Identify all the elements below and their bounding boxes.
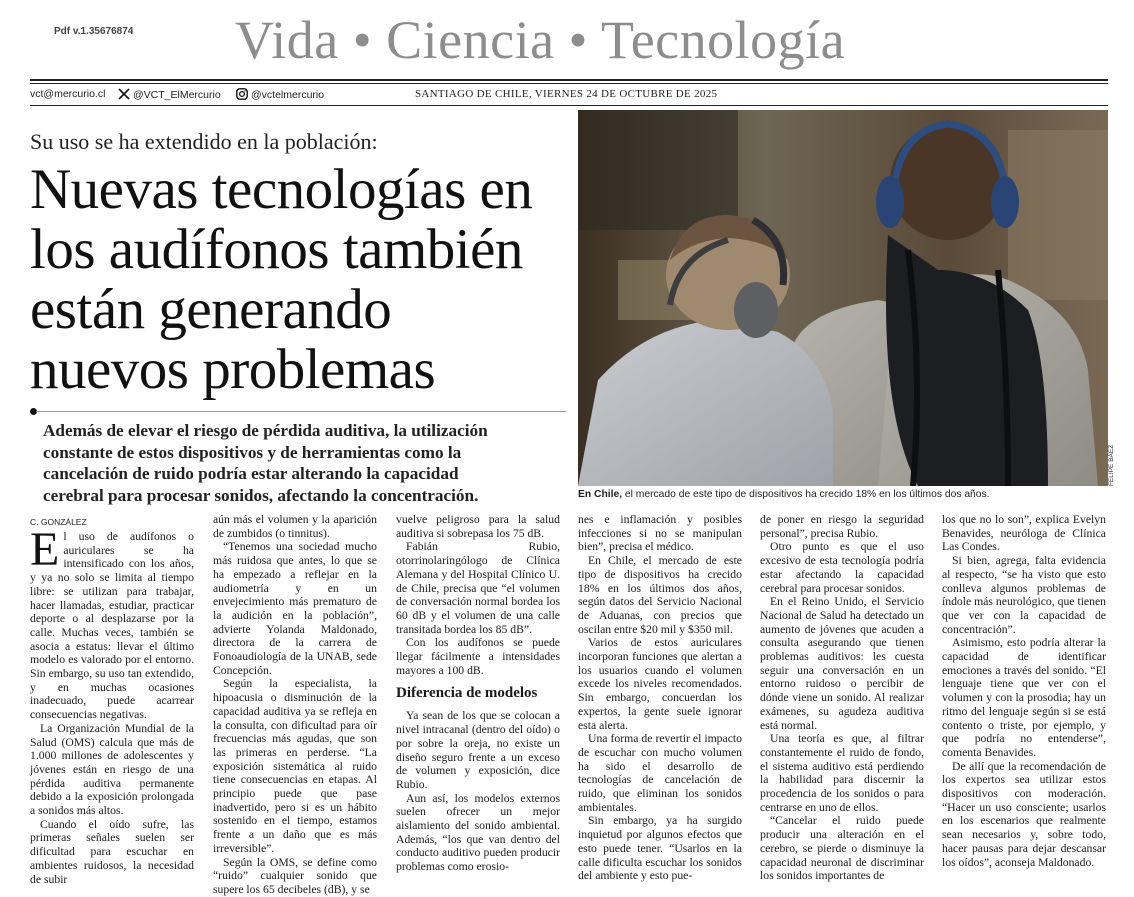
subhead: Diferencia de modelos	[396, 685, 538, 702]
x-twitter-icon	[118, 88, 130, 100]
paragraph: Ya sean de los que se colocan a nivel intracanal (dentro del oído) o por sobre la oreja, no existe un diseño seguro frente a un exceso de volumen y exposición, dice Rubio.	[396, 709, 560, 791]
paragraph: Varios de estos auriculares incorporan funciones que alertan a los usuarios cuando el volumen excede los niveles recomendados. Sin embargo, concuerdan los expertos, la gente suele ignorar esta alerta.	[578, 636, 742, 732]
paragraph: Según la OMS, se define como “ruido” cualquier sonido que supere los 65 decibeles (dB), y se	[213, 855, 377, 896]
deck-line: Además de elevar el riesgo de pérdida auditiva, la utilización	[43, 421, 488, 440]
twitter-handle[interactable]	[118, 88, 221, 101]
contact-bar	[30, 88, 1108, 104]
section-title: Vida • Ciencia • Tecnología	[235, 10, 846, 70]
paragraph: vuelve peligroso para la salud auditiva si sobrepasa los 75 dB.	[396, 513, 560, 540]
instagram-handle-text: @vctelmercurio	[251, 89, 325, 101]
pdf-version: Pdf v.1.35676874	[54, 26, 134, 37]
email-link[interactable]: vct@mercurio.cl	[30, 88, 106, 100]
body-column-2	[213, 513, 377, 897]
deck-line: cancelación de ruido podría estar alterando la capacidad	[43, 464, 459, 483]
body-column-5	[760, 513, 924, 883]
paragraph: Si bien, agrega, falta evidencia al respecto, “se ha visto que esto conlleva algunos problemas de índole más neurológico, que tienen que ver con la capacidad de concentración”.	[942, 554, 1106, 636]
paragraph: En Chile, el mercado de este tipo de dispositivos ha crecido 18% en los últimos dos años, según datos del Servicio Nacional de Aduanas, con precios que oscilan entre $20 mil y $350 mil.	[578, 554, 742, 636]
paragraph: aún más el volumen y la aparición de zumbidos (o tinnitus).	[213, 513, 377, 540]
headline-line: están generando	[30, 278, 392, 341]
deck-line: cerebral para procesar sonidos, afectando la concentración.	[43, 485, 479, 505]
dateline: SANTIAGO DE CHILE, VIERNES 24 DE OCTUBRE DE 2025	[415, 88, 718, 100]
photo-caption	[578, 489, 1108, 500]
caption-lead: En Chile,	[578, 489, 623, 500]
body-column-1	[30, 523, 194, 886]
paragraph: de poner en riesgo la seguridad personal”, precisa Rubio.	[760, 513, 924, 540]
headline-line: nuevos problemas	[30, 338, 436, 401]
drop-cap: E	[30, 523, 60, 576]
paragraph: De allí que la recomendación de los expertos sea utilizar estos dispositivos con moderación. “Hacer un uso consciente; usarlos en los escenarios que realmente sean necesarios y, sobre todo, hacer pausas para dejar descansar los oídos”, aconseja Maldonado.	[942, 759, 1106, 869]
paragraph: La Organización Mundial de la Salud (OMS) calcula que más de 1.000 millones de adolescentes y jóvenes están en riesgo de una pérdida auditiva permanente debido a la exposición prolongada a sonidos más altos.	[30, 721, 194, 818]
paragraph: Fabián Rubio, otorrinolaringólogo de Clínica Alemana y del Hospital Clínico U. de Chile, precisa que “el volumen de conversación normal bordea los 60 dB y el volumen de una calle transitada bordea los 85 dB”.	[396, 540, 560, 636]
paragraph: nes e inflamación y posibles infecciones si no se manipulan bien”, precisa el médico.	[578, 513, 742, 554]
paragraph: Asimismo, esto podría alterar la capacidad de identificar emociones a través del sonido. “El lenguaje tiene que ver con el volumen y con la prosodia; hay un ritmo del lenguaje según si se está contento o triste, por ejemplo, y que podría no entenderse”, comenta Benavides.	[942, 636, 1106, 759]
paragraph: En el Reino Unido, el Servicio Nacional de Salud ha detectado un aumento de jóvenes que acuden a consulta asegurando que tienen problemas auditivos: les cuesta seguir una conversación en un entorno ruidoso o percibir de dónde viene un sonido. Al realizar exámenes, su agudeza auditiva está normal.	[760, 595, 924, 732]
paragraph: Cuando el oído sufre, las primeras señales suelen ser dificultad para escuchar en ambientes ruidosos, la necesidad de subir	[30, 817, 194, 886]
deck-rule	[36, 411, 566, 412]
twitter-handle-text: @VCT_ElMercurio	[133, 89, 221, 101]
body-column-3	[396, 513, 560, 874]
paragraph: Con los audífonos se puede llegar fácilmente a intensidades mayores a 100 dB.	[396, 636, 560, 677]
paragraph: Una teoría es que, al filtrar constantemente el ruido de fondo, el sistema auditivo está perdiendo la habilidad para discernir la procedencia de los sonidos o para centrarse en uno de ellos.	[760, 732, 924, 814]
instagram-icon	[236, 88, 248, 100]
paragraph: Sin embargo, ya ha surgido inquietud por algunos efectos que esto puede tener. “Usarlos en la calle dificulta escuchar los sonidos del ambiente y esto pue-	[578, 814, 742, 883]
paragraph: Una forma de revertir el impacto de escuchar con mucho volumen ha sido el desarrollo de tecnologías de cancelación de ruido, que eliminan los sonidos ambientales.	[578, 732, 742, 814]
paragraph: “Tenemos una sociedad mucho más ruidosa que antes, lo que se ha empezado a reflejar en la audiometría y en un envejecimiento más prematuro de la audición en la población”, advierte Yolanda Maldonado, directora de la carrera de Fonoaudiología de la UNAB, sede Concepción.	[213, 540, 377, 677]
photo-credit: FELIPE BÁEZ	[1108, 444, 1115, 486]
deck-line: constante de estos dispositivos y de herramientas como la	[43, 442, 462, 462]
paragraph: Otro punto es que el uso excesivo de esta tecnología podría estar afectando la capacidad cerebral para procesar sonidos.	[760, 540, 924, 595]
kicker: Su uso se ha extendido en la población:	[30, 129, 378, 154]
caption-text: el mercado de este tipo de dispositivos ha crecido 18% en los últimos dos años.	[622, 489, 990, 500]
headline-line: Nuevas tecnologías en	[30, 158, 533, 221]
paragraph-text: l uso de audífonos o auriculares se ha intensificado con los años, y ya no solo se limita al tiempo libre: se utilizan para trabajar, hacer llamadas, estudiar, practicar deporte o al desplazarse por la calle. Muchas veces, también se asocia a estatus: llevar el último modelo es valorado por el entorno. Sin embargo, su uso tan extendido, y en muchas ocasiones inadecuado, puede acarrear consecuencias negativas.	[30, 530, 194, 722]
headline	[30, 160, 570, 400]
paragraph: Aun así, los modelos externos suelen ofrecer un mejor aislamiento del sonido ambiental. Además, “los que van dentro del conducto auditivo pueden producir problemas como erosio-	[396, 791, 560, 874]
paragraph	[30, 523, 194, 722]
body-column-6	[942, 513, 1106, 869]
contact-rule	[30, 105, 1108, 106]
deck	[43, 420, 563, 506]
article-photo	[578, 110, 1108, 486]
headline-line: los audífonos también	[30, 218, 523, 281]
body-column-4	[578, 513, 742, 883]
paragraph: “Cancelar el ruido puede producir una alteración en el cerebro, se pierde o disminuye la capacidad neuronal de discriminar los sonidos importantes de	[760, 814, 924, 883]
header-rule	[30, 79, 1108, 81]
paragraph: los que no lo son”, explica Evelyn Benavides, neuróloga de Clínica Las Condes.	[942, 513, 1106, 554]
header-rule-thin	[30, 83, 1108, 84]
byline: C. GONZÁLEZ	[30, 517, 87, 527]
paragraph: Según la especialista, la hipoacusia o disminución de la capacidad auditiva ya se refleja en la consulta, con dificultad para oír frecuencias más agudas, que son las primeras en perderse. “La exposición sistemática al ruido tiene consecuencias en etapas. Al principio puede que pase inadvertido, pero si es un hábito sostenido en el tiempo, estamos frente a un daño que es más irreversible”.	[213, 677, 377, 855]
instagram-handle[interactable]	[236, 88, 324, 101]
